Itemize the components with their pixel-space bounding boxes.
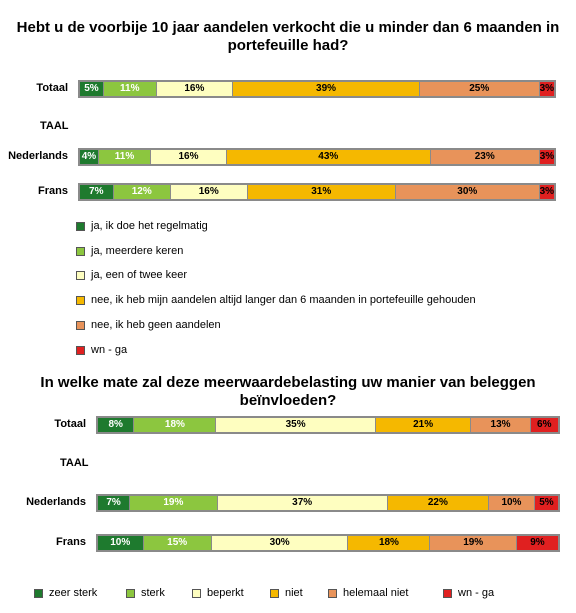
bar-segment-2: 30%	[212, 536, 349, 550]
chart-1-legend-swatch	[76, 321, 85, 330]
bar-segment-4: 23%	[431, 150, 540, 164]
bar-segment-5: 6%	[531, 418, 558, 432]
chart-2-row-label-2: Frans	[56, 536, 86, 548]
chart-1-legend-item-4	[76, 318, 221, 332]
bar-segment-3: 31%	[248, 185, 396, 199]
bar-segment-5: 3%	[539, 151, 554, 162]
chart-2-bar-0	[96, 416, 560, 434]
chart-2-row-label-1: Nederlands	[26, 496, 86, 508]
bar-segment-5: 3%	[539, 83, 554, 94]
chart-2-legend-item-1	[126, 586, 165, 600]
chart-1-title: Hebt u de voorbije 10 jaar aandelen verkocht die u minder dan 6 maanden in portefeuille had?	[16, 19, 560, 54]
chart-1-bar-1	[78, 148, 556, 166]
bar-segment-4: 10%	[489, 496, 535, 510]
chart-1-legend-label: nee, ik heb mijn aandelen altijd langer dan 6 maanden in portefeuille gehouden	[91, 294, 476, 306]
chart-2-title: In welke mate zal deze meerwaardebelasting uw manier van beleggen beïnvloeden?	[40, 374, 536, 409]
bar-segment-0: 7%	[80, 185, 114, 199]
bar-segment-2: 37%	[218, 496, 388, 510]
bar-segment-2: 16%	[157, 82, 234, 96]
chart-1-legend-swatch	[76, 271, 85, 280]
chart-1-row-label-1: Nederlands	[8, 150, 68, 162]
bar-segment-0: 4%	[80, 150, 99, 164]
bar-segment-4: 25%	[420, 82, 540, 96]
chart-2-bar-2	[96, 534, 560, 552]
bar-segment-0: 7%	[98, 496, 130, 510]
bar-segment-3: 21%	[376, 418, 472, 432]
chart-1-row-label-2: Frans	[38, 185, 68, 197]
chart-2-legend-item-0	[34, 586, 97, 600]
bar-segment-4: 19%	[430, 536, 517, 550]
chart-2-bar-1	[96, 494, 560, 512]
chart-1-group-label: TAAL	[40, 120, 69, 132]
chart-2-legend-swatch	[328, 589, 337, 598]
bar-segment-3: 39%	[233, 82, 420, 96]
chart-1-bar-2	[78, 183, 556, 201]
chart-1-legend-item-3	[76, 293, 476, 307]
chart-2-legend-item-2	[192, 586, 244, 600]
chart-2-legend-label: beperkt	[207, 587, 244, 599]
bar-segment-2: 16%	[151, 150, 227, 164]
bar-segment-3: 43%	[227, 150, 431, 164]
chart-2-legend-swatch	[192, 589, 201, 598]
chart-1-bar-0	[78, 80, 556, 98]
chart-1-legend-swatch	[76, 296, 85, 305]
chart-2-legend-item-5	[443, 586, 494, 600]
chart-2-legend-swatch	[443, 589, 452, 598]
chart-1-legend-swatch	[76, 247, 85, 256]
chart-2-legend-label: helemaal niet	[343, 587, 409, 599]
chart-1-legend-swatch	[76, 222, 85, 231]
bar-segment-4: 13%	[471, 418, 530, 432]
chart-1-legend-item-0	[76, 219, 208, 233]
chart-2-legend-label: sterk	[141, 587, 165, 599]
chart-2-legend-swatch	[126, 589, 135, 598]
bar-segment-5: 5%	[535, 496, 558, 510]
bar-segment-5: 3%	[539, 186, 554, 197]
bar-segment-1: 18%	[134, 418, 216, 432]
chart-1-legend-label: ja, meerdere keren	[91, 245, 184, 257]
chart-1-legend-label: wn - ga	[91, 344, 128, 356]
bar-segment-0: 10%	[98, 536, 144, 550]
chart-2-legend-label: wn - ga	[458, 587, 495, 599]
bar-segment-4: 30%	[396, 185, 540, 199]
bar-segment-3: 18%	[348, 536, 430, 550]
chart-2-row-label-0: Totaal	[54, 418, 86, 430]
bar-segment-0: 5%	[80, 82, 104, 96]
bar-segment-1: 11%	[104, 82, 157, 96]
bar-segment-2: 35%	[216, 418, 375, 432]
bar-segment-1: 12%	[114, 185, 171, 199]
chart-1-legend-item-5	[76, 343, 127, 357]
chart-2-group-label: TAAL	[60, 457, 89, 469]
chart-1-legend-label: nee, ik heb geen aandelen	[91, 319, 221, 331]
chart-2-legend-swatch	[34, 589, 43, 598]
chart-2-legend-label: zeer sterk	[49, 587, 98, 599]
chart-1-legend-swatch	[76, 346, 85, 355]
chart-2-legend-label: niet	[285, 587, 303, 599]
chart-2-legend-item-4	[328, 586, 408, 600]
chart-1-legend-item-1	[76, 244, 183, 258]
bar-segment-5: 9%	[517, 536, 558, 550]
chart-2-legend-item-3	[270, 586, 303, 600]
bar-segment-0: 8%	[98, 418, 134, 432]
bar-segment-3: 22%	[388, 496, 489, 510]
chart-1-row-label-0: Totaal	[36, 82, 68, 94]
bar-segment-1: 19%	[130, 496, 217, 510]
chart-1-legend-item-2	[76, 268, 187, 282]
bar-segment-2: 16%	[171, 185, 248, 199]
chart-1-legend-label: ja, een of twee keer	[91, 269, 188, 281]
chart-2-legend-swatch	[270, 589, 279, 598]
chart-1-legend-label: ja, ik doe het regelmatig	[91, 220, 208, 232]
bar-segment-1: 11%	[99, 150, 151, 164]
bar-segment-1: 15%	[144, 536, 212, 550]
